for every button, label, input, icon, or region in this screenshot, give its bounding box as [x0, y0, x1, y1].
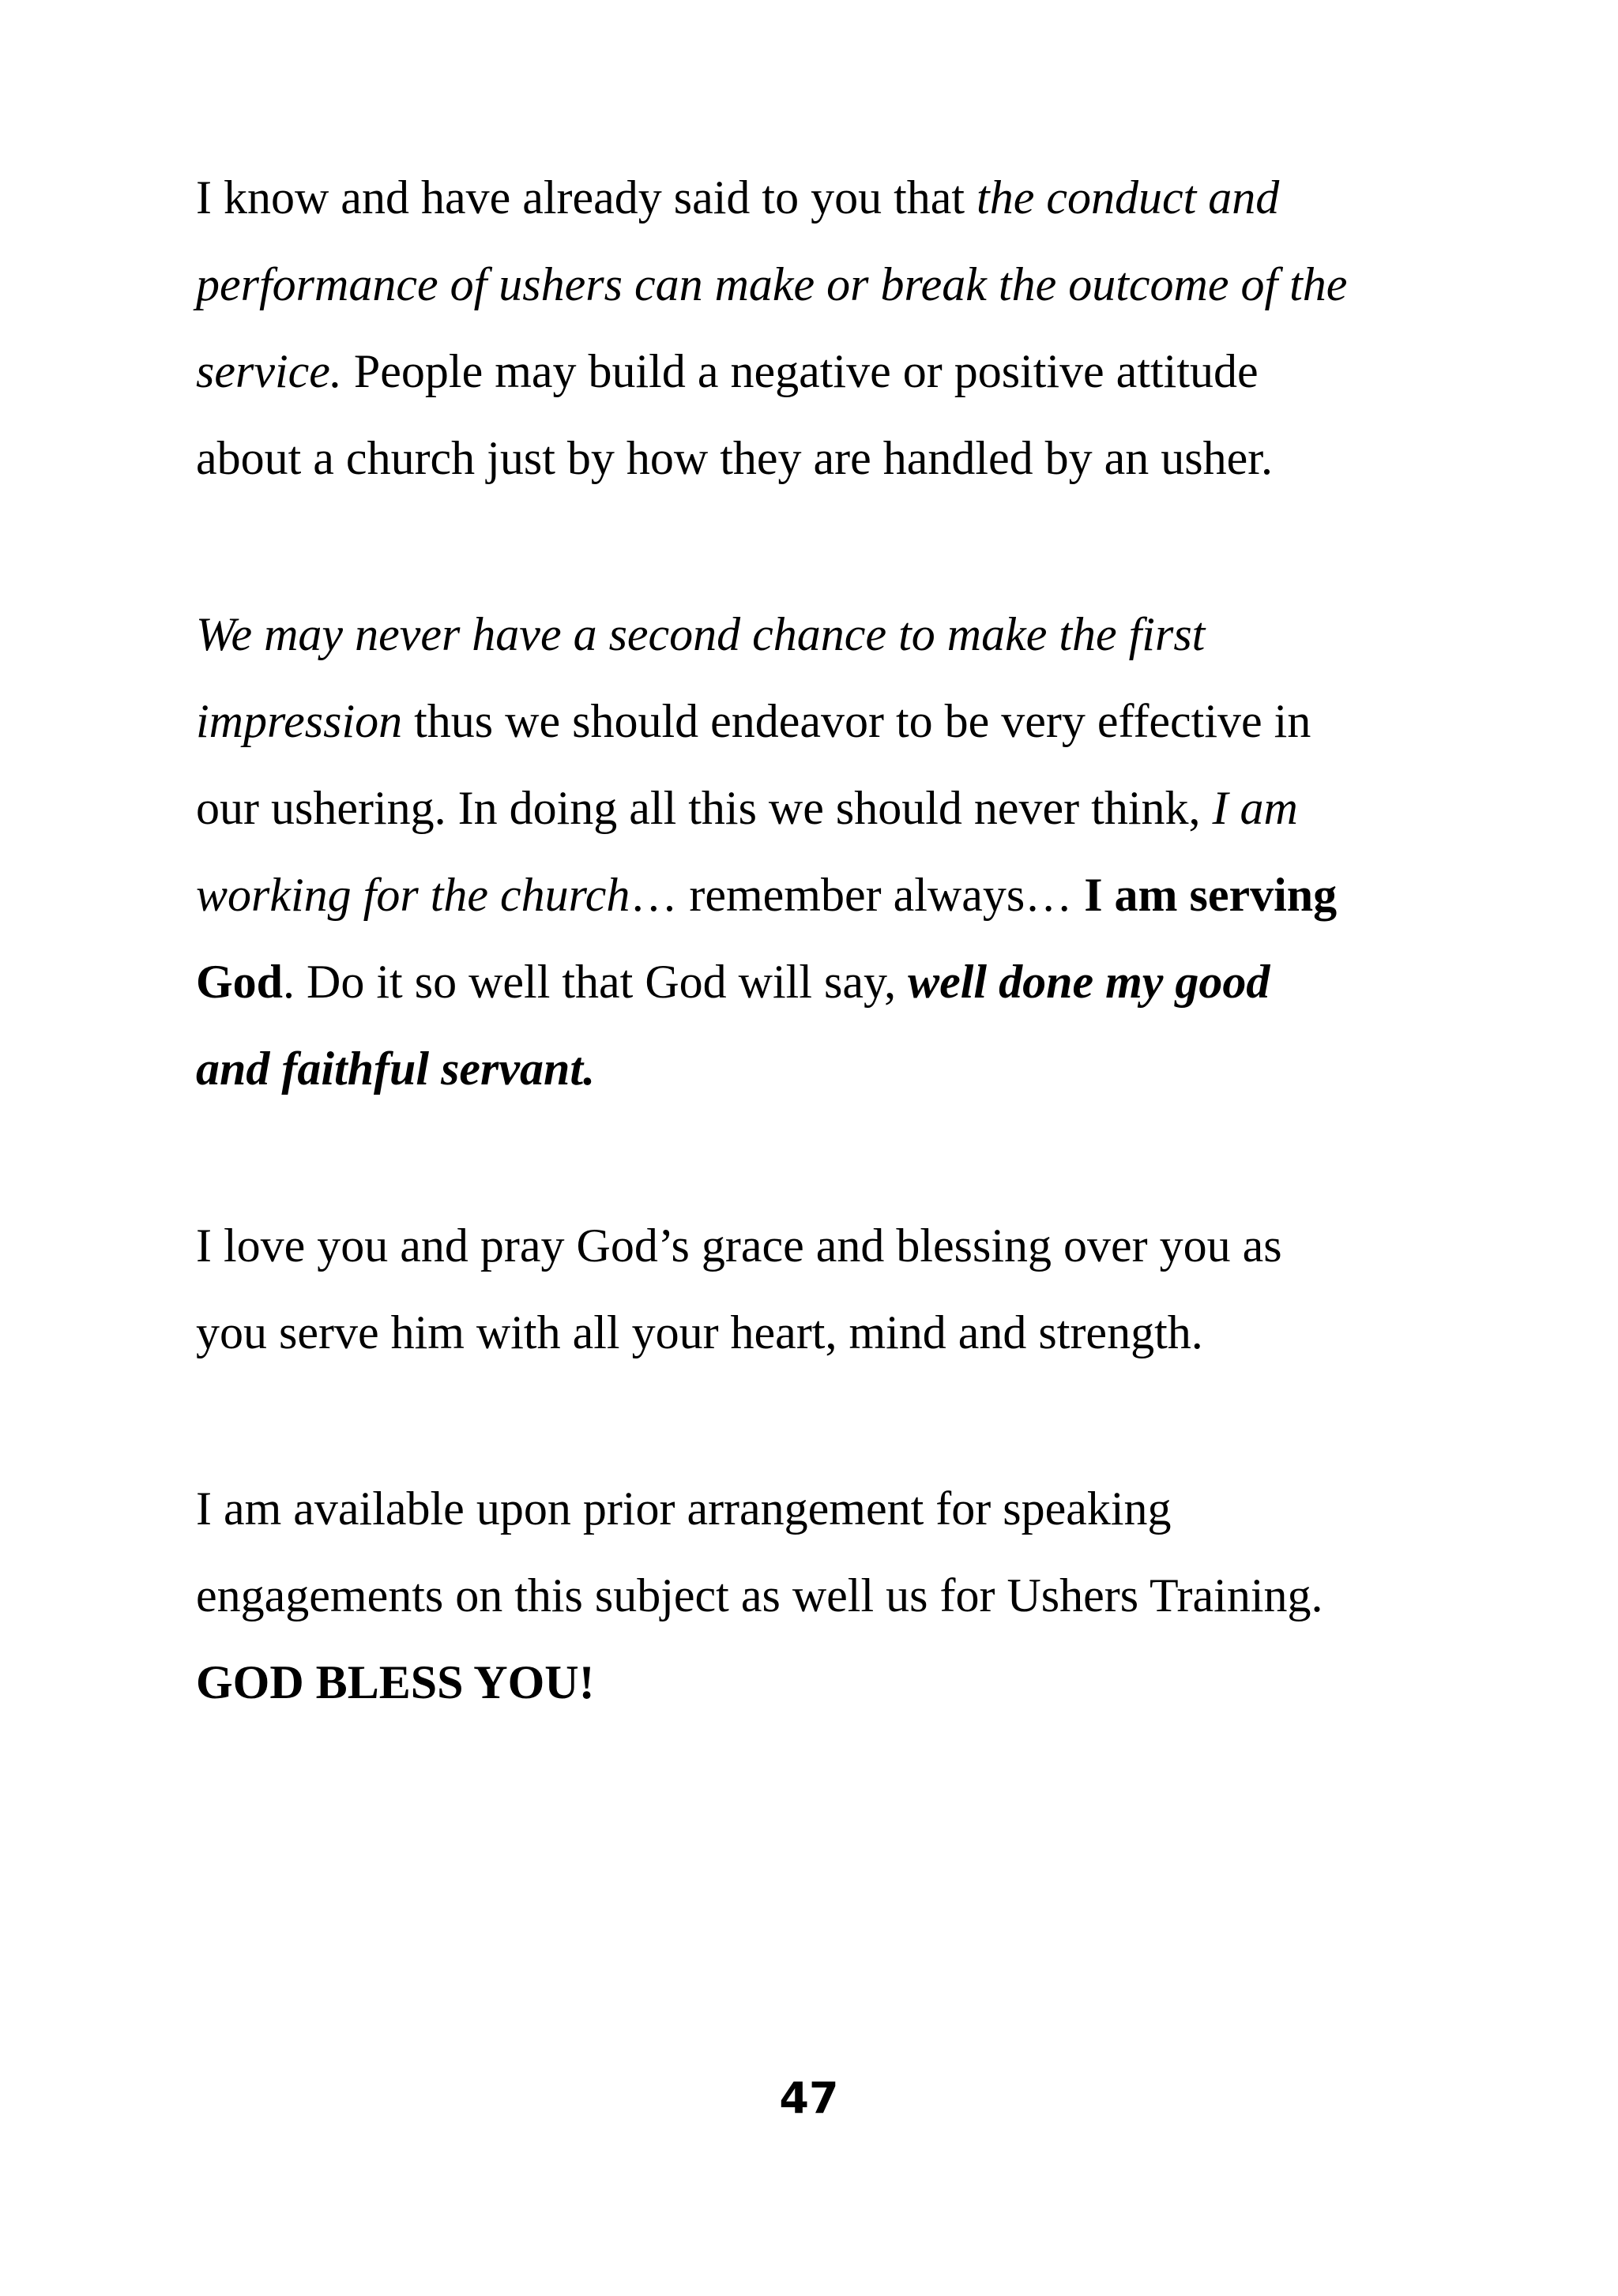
text-run: engagements on this subject as well us for Ushers Training.: [196, 1569, 1323, 1621]
paragraph-blessing: [196, 1202, 1476, 1376]
text-run-italic: the conduct and: [976, 171, 1280, 224]
text-line: [196, 1552, 1476, 1639]
text-run: about a church just by how they are handled by an usher.: [196, 432, 1273, 484]
text-line: [196, 1202, 1476, 1289]
text-run: you serve him with all your heart, mind and strength.: [196, 1306, 1203, 1358]
text-line: [196, 851, 1476, 938]
text-run-italic: impression: [196, 695, 403, 747]
text-run: . Do it so well that God will say,: [283, 956, 909, 1008]
closing-line: [196, 1639, 1476, 1726]
page-number: 47: [779, 2073, 839, 2123]
text-run-bold: I am serving: [1084, 869, 1338, 921]
text-line: [196, 765, 1476, 851]
text-run: … remember always…: [630, 869, 1085, 921]
text-run-italic: service.: [196, 345, 342, 397]
text-line: [196, 938, 1476, 1025]
text-line: [196, 591, 1476, 678]
text-run-italic: We may never have a second chance to make the first: [196, 608, 1206, 660]
text-run-italic: working for the church: [196, 869, 630, 921]
paragraph-ushers-conduct: [196, 154, 1476, 502]
closing-text: GOD BLESS YOU!: [196, 1656, 595, 1708]
paragraph-availability: [196, 1465, 1476, 1726]
text-run: I am available upon prior arrangement for speaking: [196, 1482, 1172, 1535]
text-run: our ushering. In doing all this we should never think,: [196, 782, 1213, 834]
text-run: I know and have already said to you that: [196, 171, 977, 224]
text-run-italic: I am: [1212, 782, 1298, 834]
text-run: I love you and pray God’s grace and blessing over you as: [196, 1219, 1282, 1272]
paragraph-first-impression: [196, 591, 1476, 1112]
text-line: [196, 1289, 1476, 1376]
text-run: People may build a negative or positive attitude: [341, 345, 1259, 397]
text-line: [196, 415, 1476, 502]
text-run: thus we should endeavor to be very effective in: [402, 695, 1311, 747]
text-line: [196, 328, 1476, 415]
text-run-bold: God: [196, 956, 284, 1008]
text-run-italic: performance of ushers can make or break the outcome of the: [196, 258, 1348, 310]
text-line: [196, 241, 1476, 328]
text-run-bold-italic: and faithful servant.: [196, 1043, 596, 1095]
text-run-bold-italic: well done my good: [908, 956, 1270, 1008]
text-line: [196, 1465, 1476, 1552]
text-line: [196, 678, 1476, 765]
text-line: [196, 1025, 1476, 1112]
text-line: [196, 154, 1476, 241]
